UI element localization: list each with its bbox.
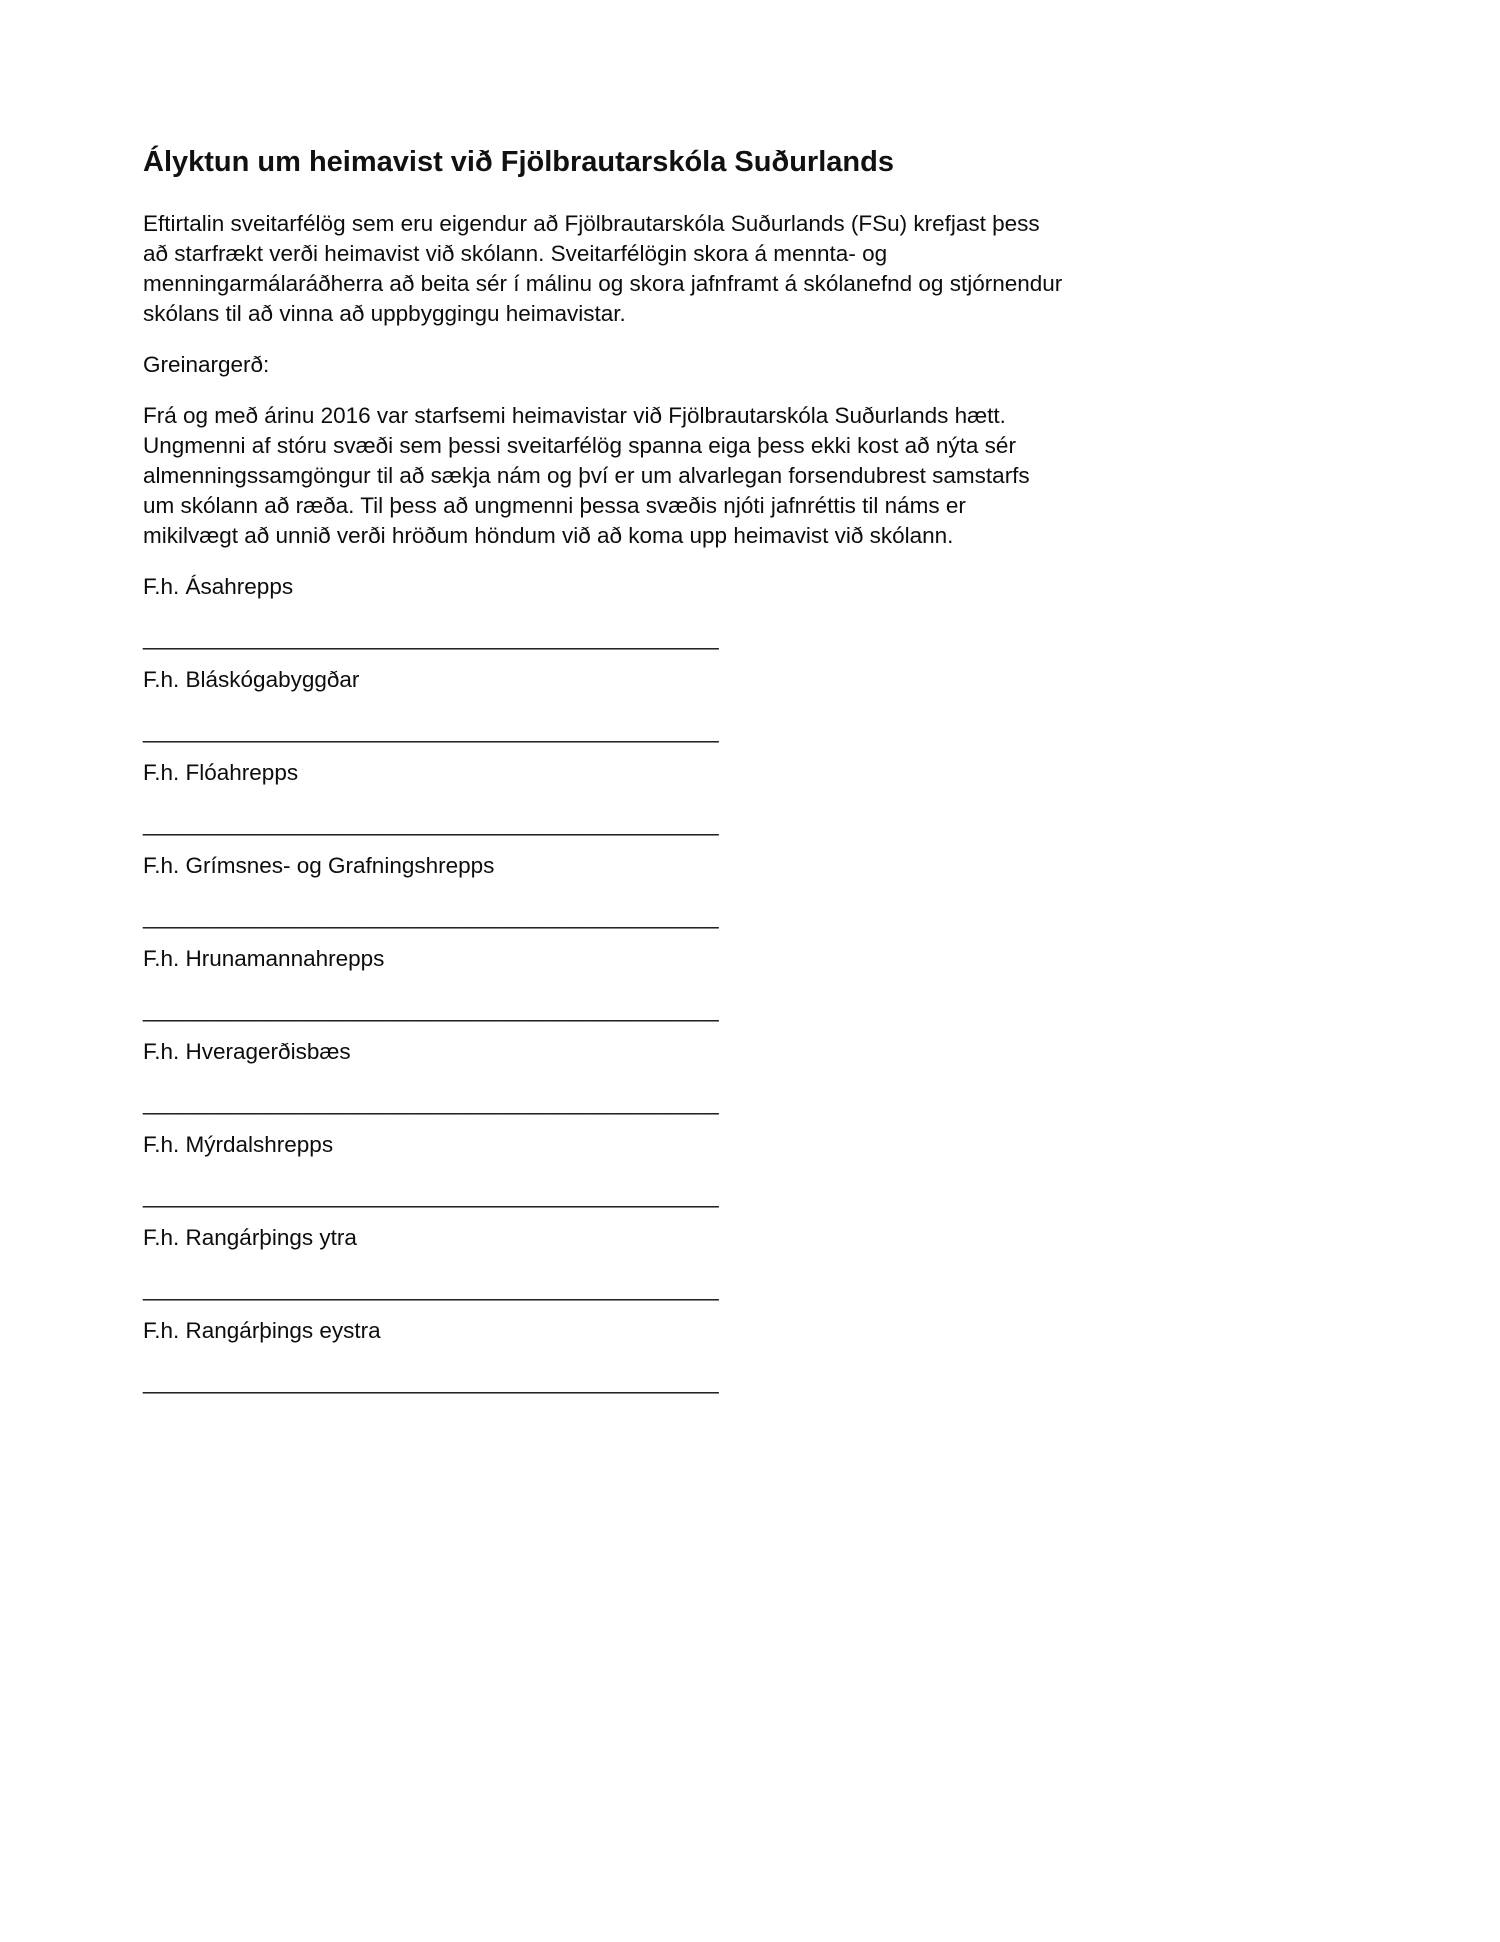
signature-block [143, 572, 1065, 653]
signature-block [143, 1316, 1065, 1397]
signature-label: F.h. Rangárþings ytra [143, 1225, 357, 1250]
signature-line: ______________________________________________ [143, 811, 719, 836]
signature-block [143, 851, 1065, 932]
signature-label: F.h. Hveragerðisbæs [143, 1039, 351, 1064]
signature-line: ______________________________________________ [143, 1090, 719, 1115]
signature-line: ______________________________________________ [143, 1183, 719, 1208]
intro-paragraph: Eftirtalin sveitarfélög sem eru eigendur að Fjölbrautarskóla Suðurlands (FSu) krefjast þess að starfrækt verði heimavist við skólann. Sveitarfélögin skora á mennta- og menningarmálaráðherra að beita sér í málinu og skora jafnframt á skólanefnd og stjórnendur skólans til að vinna að uppbyggingu heimavistar. [143, 211, 1063, 326]
signature-block [143, 1130, 1065, 1211]
signature-line: ______________________________________________ [143, 1369, 719, 1394]
signature-block [143, 1223, 1065, 1304]
signature-line: ______________________________________________ [143, 904, 719, 929]
signature-label: F.h. Grímsnes- og Grafningshrepps [143, 853, 495, 878]
signature-line: ______________________________________________ [143, 997, 719, 1022]
body-paragraph: Frá og með árinu 2016 var starfsemi heimavistar við Fjölbrautarskóla Suðurlands hætt. Ungmenni af stóru svæði sem þessi sveitarfélög spanna eiga þess ekki kost að nýta sér almenningssamgöngur til að sækja nám og því er um alvarlegan forsendubrest samstarfs um skólann að ræða. Til þess að ungmenni þessa svæðis njóti jafnréttis til náms er mikilvægt að unnið verði hröðum höndum við að koma upp heimavist við skólann. [143, 403, 1030, 548]
signature-block [143, 665, 1065, 746]
signature-label: F.h. Bláskógabyggðar [143, 667, 360, 692]
signature-block [143, 1037, 1065, 1118]
section-heading: Greinargerð: [143, 352, 270, 377]
signature-label: F.h. Hrunamannahrepps [143, 946, 385, 971]
signature-label: F.h. Mýrdalshrepps [143, 1132, 334, 1157]
signature-line: ______________________________________________ [143, 718, 719, 743]
signature-label: F.h. Ásahrepps [143, 574, 294, 599]
signature-label: F.h. Flóahrepps [143, 760, 299, 785]
signature-block [143, 944, 1065, 1025]
signature-list [143, 572, 1065, 1397]
signature-block [143, 758, 1065, 839]
signature-line: ______________________________________________ [143, 1276, 719, 1301]
signature-label: F.h. Rangárþings eystra [143, 1318, 381, 1343]
signature-line: ______________________________________________ [143, 625, 719, 650]
document-title: Ályktun um heimavist við Fjölbrautarskóla Suðurlands [143, 146, 894, 178]
